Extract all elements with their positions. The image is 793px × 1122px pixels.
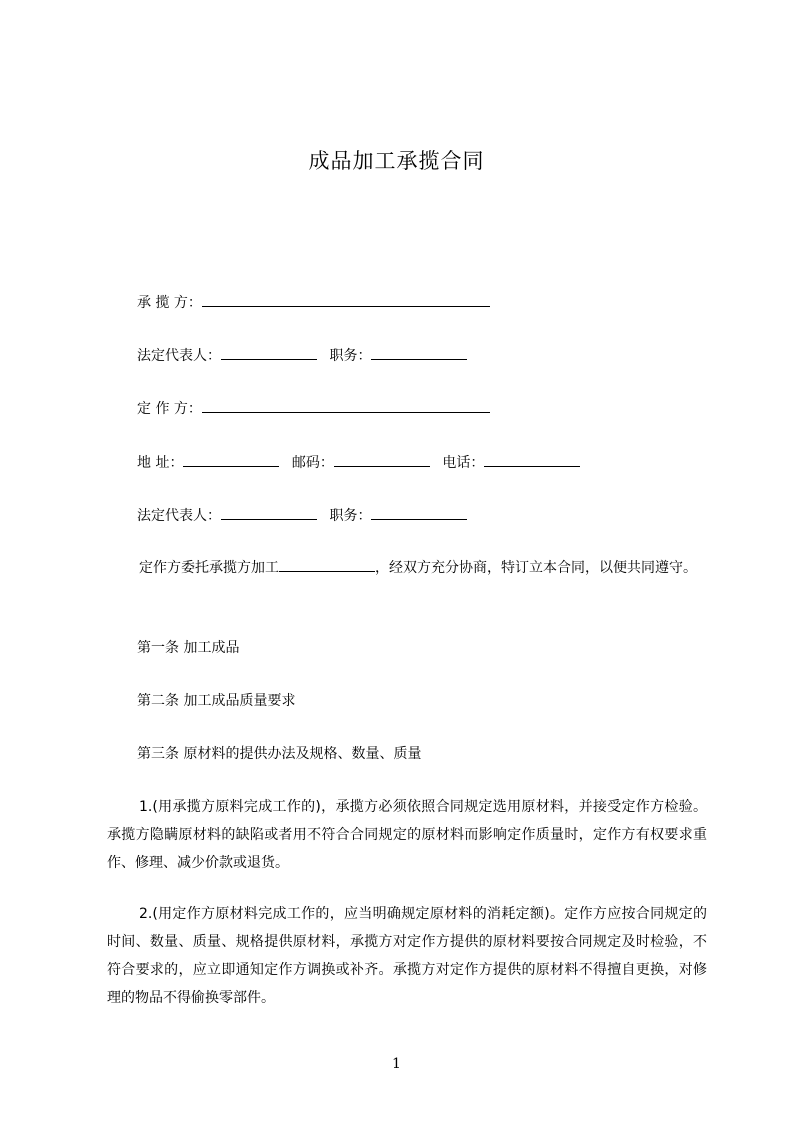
clause-2 bbox=[107, 900, 707, 1012]
address-line bbox=[137, 452, 580, 472]
address-blank[interactable] bbox=[183, 452, 279, 467]
position-2-label: 职务： bbox=[329, 508, 372, 524]
contractor-blank[interactable] bbox=[202, 292, 490, 307]
postcode-label: 邮码： bbox=[291, 455, 334, 471]
orderer-blank[interactable] bbox=[202, 398, 490, 413]
intro-text-2: ，经双方充分协商，特订立本合同，以便共同遵守。 bbox=[375, 560, 697, 576]
clause-2-text: 2.(用定作方原材料完成工作的，应当明确规定原材料的消耗定额)。定作方应按合同规定的时间、数量、质量、规格提供原材料，承揽方对定作方提供的原材料要按合同规定及时检验，不符合要求的，应立即通知定作方调换或补齐。承揽方对定作方提供的原材料不得擅自更换，对修理的物品不得偷换零部件。 bbox=[107, 906, 707, 1006]
page-number: 1 bbox=[392, 1056, 401, 1072]
phone-label: 电话： bbox=[442, 455, 485, 471]
clause-1 bbox=[107, 793, 707, 877]
orderer-line bbox=[137, 398, 490, 418]
orderer-label: 定 作 方： bbox=[137, 401, 202, 417]
legal-rep-1-blank[interactable] bbox=[221, 345, 317, 360]
article-2: 第二条 加工成品质量要求 bbox=[137, 693, 296, 709]
position-1-label: 职务： bbox=[329, 348, 372, 364]
postcode-blank[interactable] bbox=[334, 452, 430, 467]
intro-paragraph bbox=[107, 554, 707, 582]
document-title: 成品加工承揽合同 bbox=[308, 149, 485, 173]
legal-rep-2-blank[interactable] bbox=[221, 505, 317, 520]
contractor-line bbox=[137, 292, 490, 312]
legal-rep-1-line bbox=[137, 345, 467, 365]
legal-rep-2-label: 法定代表人： bbox=[137, 508, 221, 524]
position-2-blank[interactable] bbox=[371, 505, 467, 520]
intro-text-1: 定作方委托承揽方加工 bbox=[139, 560, 279, 576]
product-blank[interactable] bbox=[279, 557, 375, 572]
position-1-blank[interactable] bbox=[371, 345, 467, 360]
address-label: 地 址： bbox=[137, 455, 184, 471]
clause-1-text: 1.(用承揽方原料完成工作的)，承揽方必须依照合同规定选用原材料，并接受定作方检验。承揽方隐瞒原材料的缺陷或者用不符合合同规定的原材料而影响定作质量时，定作方有权要求重作、修理、减少价款或退货。 bbox=[107, 799, 707, 871]
article-3: 第三条 原材料的提供办法及规格、数量、质量 bbox=[137, 746, 422, 762]
article-1: 第一条 加工成品 bbox=[137, 640, 240, 656]
legal-rep-2-line bbox=[137, 505, 467, 525]
contractor-label: 承 揽 方： bbox=[137, 295, 202, 311]
legal-rep-1-label: 法定代表人： bbox=[137, 348, 221, 364]
phone-blank[interactable] bbox=[484, 452, 580, 467]
